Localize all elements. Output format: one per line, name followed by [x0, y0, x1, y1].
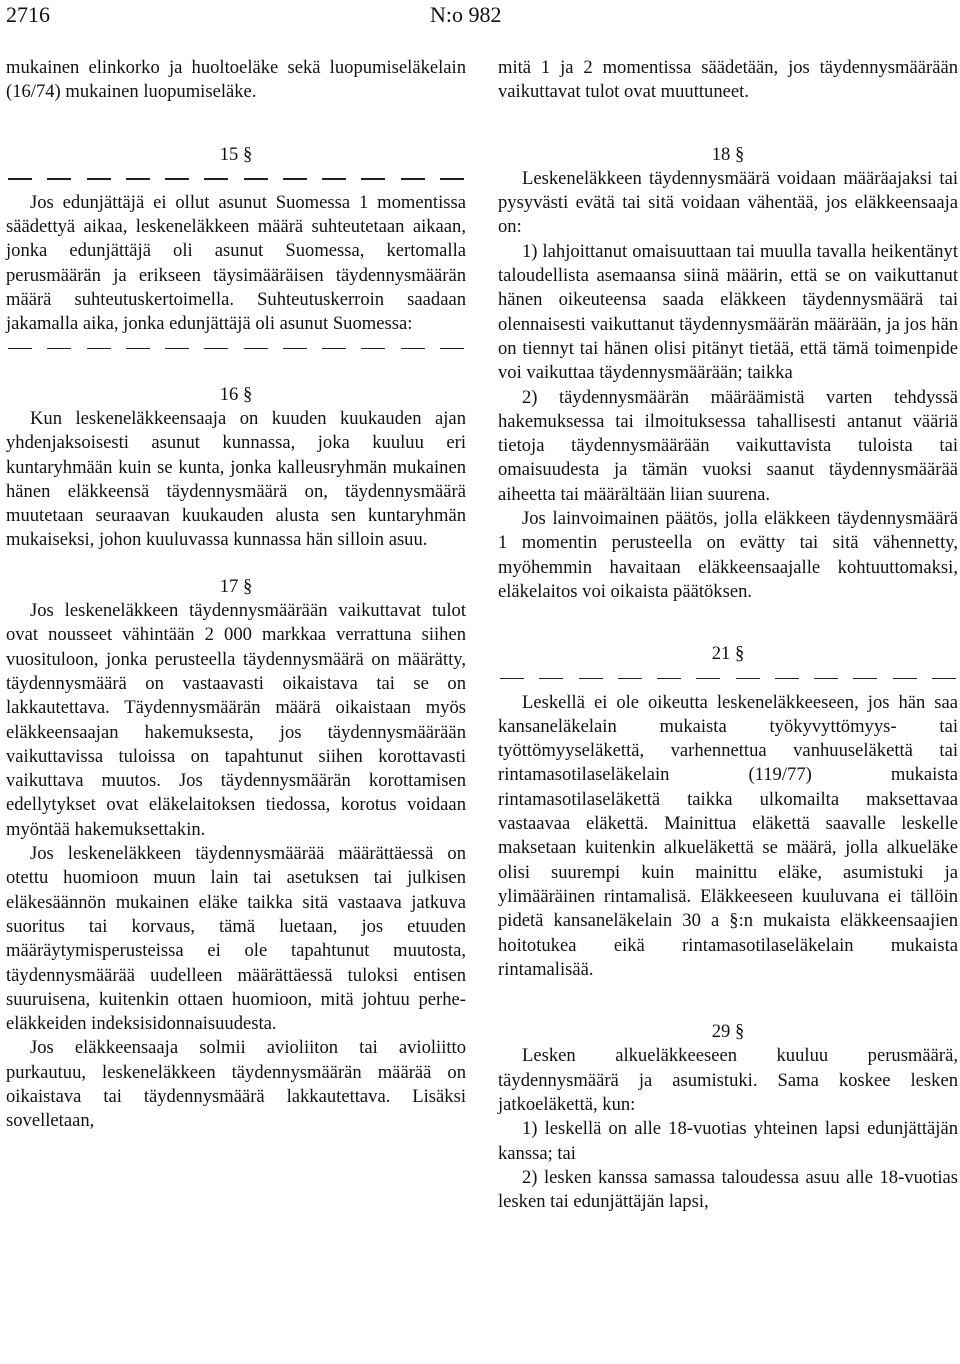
right-column — [498, 56, 958, 1214]
section-heading-15: 15 § — [219, 143, 253, 165]
paragraph: Jos leskeneläkkeen täydennysmäärää määrättäessä on otettu huomioon muun lain tai asetuksen tai julkisen eläkesäännön mukainen eläke taikka sitä vastaava jatkuva suoritus tai korvaus, tämä luetaan, jos etuuden määräytymisperusteissa ei ole tapahtunut muutosta, täydennysmäärää uudelleen määrättäessä tuloksi entisen suuruisena, kuitenkin ottaen huomioon, mitä johtuu perhe-eläkkeiden indeksisidonnaisuudesta. — [6, 843, 466, 1035]
paragraph: Lesken alkueläkkeeseen kuuluu perusmäärä, täydennysmäärä ja asumistuki. Sama koskee lesken jatkoeläkettä, kun: — [498, 1045, 958, 1115]
omission-dashes — [6, 167, 466, 191]
omission-dashes — [498, 667, 958, 691]
paragraph: 2) täydennysmäärän määräämistä varten tehdyssä hakemuksessa tai ilmoituksessa tahallisesti antanut vääriä tietoja täydennysmäärään vaikuttavista tuloista tai omaisuudesta ja tämän vuoksi saanut täydennysmäärää aiheetta tai määrältään liian suurena. — [498, 386, 958, 505]
left-column — [6, 56, 466, 1134]
paragraph: 1) leskellä on alle 18-vuotias yhteinen lapsi edunjättäjän kanssa; tai — [498, 1118, 958, 1164]
paragraph: mitä 1 ja 2 momentissa säädetään, jos täydennysmäärään vaikuttavat tulot ovat muuttuneet. — [498, 57, 958, 103]
section-heading-17: 17 § — [219, 575, 253, 597]
paragraph: 2) lesken kanssa samassa taloudessa asuu alle 18-vuotias lesken tai edunjättäjän lapsi, — [498, 1166, 958, 1213]
paragraph: Jos leskeneläkkeen täydennysmäärään vaikuttavat tulot ovat nousseet vähintään 2 000 markkaa verrattuna siihen vuosituloon, jonka perusteella täydennysmäärä on määrätty, täydennysmäärä on vastaavasti oikaistava tai se on lakkautettava. Täydennysmäärän määrä oikaistaan myös eläkkeensaajan hakemuksesta, jos täydennysmäärään vaikuttavissa tuloissa on tapahtunut siihen korottavasti vaikuttava muutos. Jos täydennysmäärän korottamisen edellytykset ovat eläkelaitoksen tiedossa, korotus voidaan myöntää hakemuksettakin. — [6, 600, 466, 840]
section-heading-29: 29 § — [711, 1021, 745, 1043]
paragraph: Jos lainvoimainen päätös, jolla eläkkeen täydennysmäärä 1 momentin perusteella on evätty tai sitä vähennetty, myöhemmin havaitaan eläkkeensaajalle kohtuuttomaksi, eläkelaitos voi oikaista päätöksen. — [498, 508, 958, 602]
paragraph: Leskeneläkkeen täydennysmäärä voidaan määräajaksi tai pysyvästi evätä tai sitä voidaan vähentää, jos eläkkeensaaja on: — [498, 167, 958, 238]
section-heading-16: 16 § — [219, 383, 253, 405]
paragraph: Jos eläkkeensaaja solmii avioliiton tai avioliitto purkautuu, leskeneläkkeen täydennysmäärän määrää on oikaistava tai täydennysmäärä lakkautettava. Lisäksi sovelletaan, — [6, 1037, 466, 1132]
section-heading-21: 21 § — [711, 643, 745, 665]
page-number: 2716 — [6, 2, 50, 27]
paragraph: Jos edunjättäjä ei ollut asunut Suomessa 1 momentissa säädettyä aikaa, leskeneläkkeen määrä suhteutetaan aikaan, jonka edunjättäjä oli asunut Suomessa, kertomalla perusmäärän ja erikseen täysimääräisen täydennysmäärän määrä suhteutuskertoimella. Suhteutuskerroin saadaan jakamalla aika, jonka edunjättäjä oli asunut Suomessa: — [6, 191, 466, 335]
paragraph: Kun leskeneläkkeensaaja on kuuden kuukauden ajan yhdenjaksoisesti asunut kunnassa, joka kuuluu eri kuntaryhmään kuin se kunta, jonka kalleusryhmän mukainen hänen eläkkeensä täydennysmäärä on, täydennysmäärä muutetaan seuraavan kuukauden alusta sen kuntaryhmän mukaiseksi, johon kuuluvassa kunnassa hän silloin asuu. — [6, 407, 466, 551]
omission-dashes — [6, 337, 466, 361]
paragraph: Leskellä ei ole oikeutta leskeneläkkeeseen, jos hän saa kansaneläkelain mukaista työkyvyttömyys- tai työttömyyseläkettä, varhennettua vanhuuseläkettä tai rintamasotilaseläkelain (119/77) mukaista rintamasotilaseläkettä taikka ulkomailta maksettavaa vastaavaa eläkettä. Mainittua eläkettä saavalle leskelle maksetaan kuitenkin alkueläkettä se määrä, jolla alkueläke olisi suurempi kuin mainittu eläke, asumistuki ja ylimääräinen rintamalisä. Eläkkeeseen kuuluvana ei tällöin pidetä kansaneläkelain 30 a §:n mukaista eläkkeensaajien hoitotukea eikä rintamasotilaseläkelain mukaista rintamalisää. — [498, 691, 958, 980]
section-heading-18: 18 § — [711, 143, 745, 165]
paragraph: mukainen elinkorko ja huoltoeläke sekä luopumiseläkelain (16/74) mukainen luopumiseläke. — [6, 57, 466, 103]
page-header — [0, 0, 960, 40]
issue-number: N:o 982 — [430, 2, 502, 27]
paragraph: 1) lahjoittanut omaisuuttaan tai muulla tavalla heikentänyt taloudellista asemaansa siinä määrin, että se on vaikuttanut hänen oikeuteensa saada eläkkeen täydennysmäärä tai olennaisesti vaikuttanut täydennysmäärän määrään, ja jos hän on tiennyt tai hänen olisi pitänyt tietää, että tämä toimenpide voi vaikuttaa täydennysmäärään; taikka — [498, 240, 958, 384]
